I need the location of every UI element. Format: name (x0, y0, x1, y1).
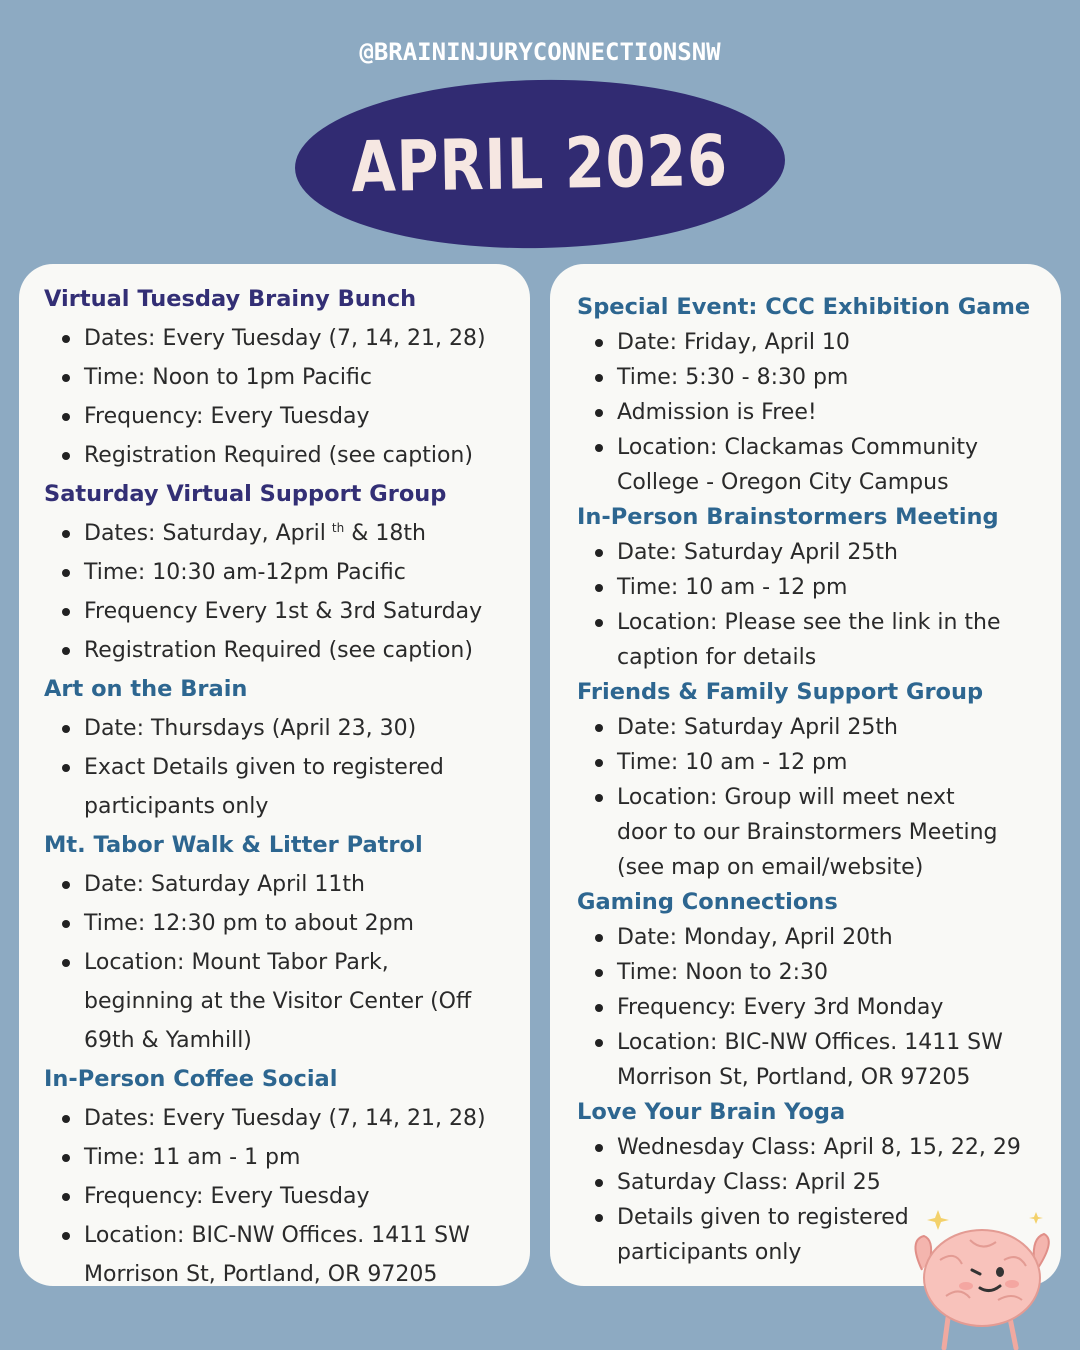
list-item: Frequency: Every 3rd Monday (617, 990, 1061, 1025)
list-item: Frequency: Every Tuesday (84, 397, 530, 436)
list-item: Location: Group will meet next (617, 780, 1061, 815)
event-details-list (577, 535, 1061, 675)
list-item: Date: Saturday April 25th (617, 710, 1061, 745)
list-item-continuation: College - Oregon City Campus (617, 470, 949, 495)
list-item: Time: Noon to 1pm Pacific (84, 358, 530, 397)
event-details-list (44, 1099, 530, 1294)
list-item-continuation: participants only (617, 1240, 802, 1265)
section-title: Friends & Family Support Group (577, 679, 984, 705)
sparkle-icon (927, 1210, 1043, 1230)
list-item: Location: Please see the link in the (617, 605, 1061, 640)
list-item-continuation: participants only (84, 794, 269, 819)
section-title: Virtual Tuesday Brainy Bunch (44, 286, 417, 312)
list-item: Time: 10 am - 12 pm (617, 570, 1061, 605)
list-item: Date: Friday, April 10 (617, 325, 1061, 360)
list-item: Admission is Free! (617, 395, 1061, 430)
section-title: In-Person Coffee Social (44, 1066, 338, 1092)
list-item: Location: BIC-NW Offices. 1411 SW (617, 1025, 1061, 1060)
right-events-card (550, 264, 1061, 1286)
event-details-list (44, 865, 530, 1060)
list-item-continuation: (see map on email/website) (617, 855, 924, 880)
list-item: Exact Details given to registered (84, 748, 530, 787)
social-handle: @BRAININJURYCONNECTIONSNW (359, 38, 721, 66)
event-details-list (577, 710, 1061, 885)
list-item-continuation: Morrison St, Portland, OR 97205 (84, 1262, 438, 1287)
event-details-list (577, 920, 1061, 1095)
brain-mascot-icon (900, 1200, 1070, 1350)
list-item: Details given to registered (617, 1200, 1061, 1235)
list-item: Registration Required (see caption) (84, 631, 530, 670)
list-item-continuation: caption for details (617, 645, 817, 670)
list-item: Time: Noon to 2:30 (617, 955, 1061, 990)
item-text: Dates: Saturday, April (84, 521, 326, 546)
event-details-list (44, 514, 530, 670)
section-title: Mt. Tabor Walk & Litter Patrol (44, 832, 423, 858)
page-title: APRIL 2026 (351, 119, 729, 209)
list-item: Frequency Every 1st & 3rd Saturday (84, 592, 530, 631)
list-item: Wednesday Class: April 8, 15, 22, 29 (617, 1130, 1061, 1165)
item-text: & 18th (351, 521, 426, 546)
list-item: Time: 10:30 am-12pm Pacific (84, 553, 530, 592)
list-item: Location: BIC-NW Offices. 1411 SW (84, 1216, 530, 1255)
list-item-continuation: beginning at the Visitor Center (Off (84, 989, 472, 1014)
list-item: Dates: Every Tuesday (7, 14, 21, 28) (84, 319, 530, 358)
list-item (84, 514, 530, 553)
list-item: Time: 10 am - 12 pm (617, 745, 1061, 780)
section-title: Saturday Virtual Support Group (44, 481, 447, 507)
list-item: Time: 12:30 pm to about 2pm (84, 904, 530, 943)
list-item: Date: Monday, April 20th (617, 920, 1061, 955)
list-item-continuation: Morrison St, Portland, OR 97205 (617, 1065, 971, 1090)
list-item: Time: 11 am - 1 pm (84, 1138, 530, 1177)
section-title: Love Your Brain Yoga (577, 1099, 846, 1125)
list-item: Date: Thursdays (April 23, 30) (84, 709, 530, 748)
list-item: Date: Saturday April 11th (84, 865, 530, 904)
section-title: In-Person Brainstormers Meeting (577, 504, 999, 530)
section-title: Gaming Connections (577, 889, 838, 915)
list-item: Saturday Class: April 25 (617, 1165, 1061, 1200)
list-item: Time: 5:30 - 8:30 pm (617, 360, 1061, 395)
list-item-continuation: door to our Brainstormers Meeting (617, 820, 998, 845)
list-item: Date: Saturday April 25th (617, 535, 1061, 570)
left-events-card (19, 264, 530, 1286)
event-details-list (577, 325, 1061, 500)
section-title: Special Event: CCC Exhibition Game (577, 294, 1031, 320)
list-item: Location: Clackamas Community (617, 430, 1061, 465)
section-title: Art on the Brain (44, 676, 248, 702)
event-details-list (44, 319, 530, 475)
event-details-list (44, 709, 530, 826)
list-item: Location: Mount Tabor Park, (84, 943, 530, 982)
list-item: Frequency: Every Tuesday (84, 1177, 530, 1216)
title-banner (294, 76, 787, 253)
list-item: Dates: Every Tuesday (7, 14, 21, 28) (84, 1099, 530, 1138)
list-item-continuation: 69th & Yamhill) (84, 1028, 252, 1053)
list-item: Registration Required (see caption) (84, 436, 530, 475)
superscript: th (331, 520, 345, 535)
